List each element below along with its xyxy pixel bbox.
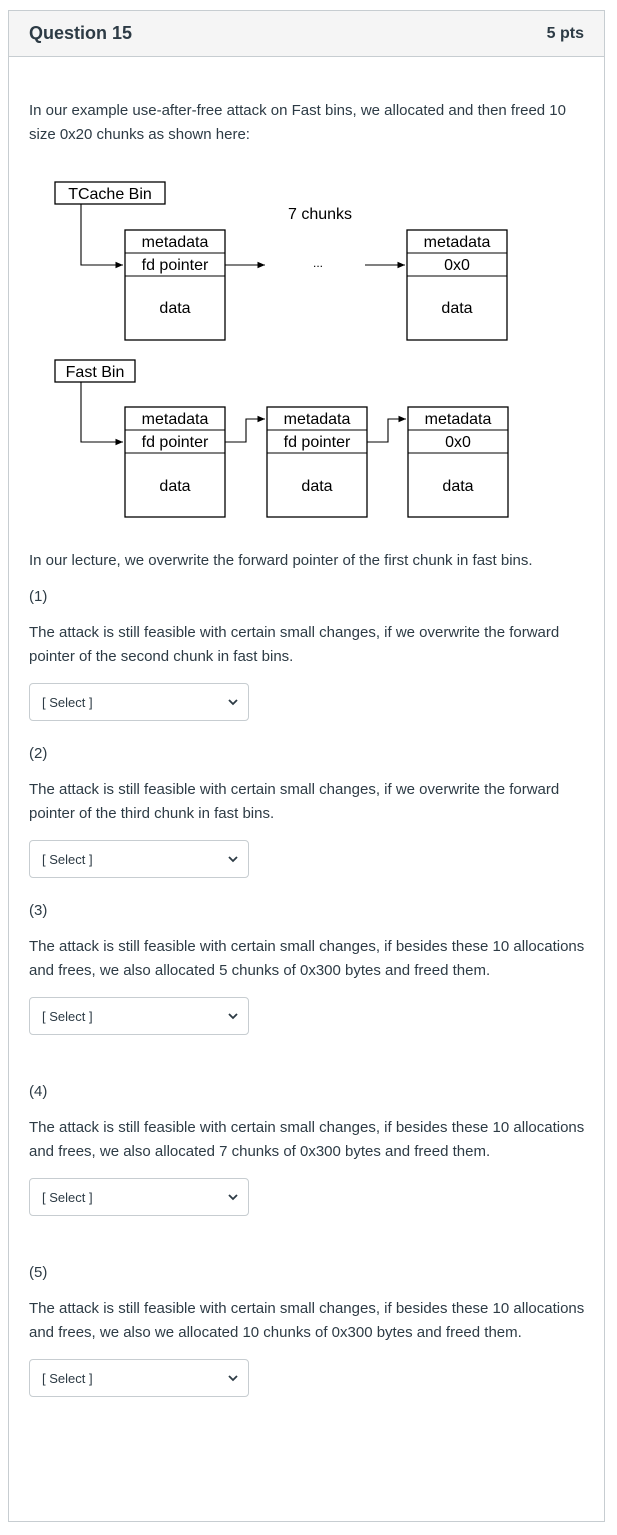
subquestion-3 [29,899,586,1035]
svg-text:metadata: metadata [141,234,209,251]
answer-select-2[interactable] [29,840,249,878]
answer-select-4[interactable] [29,1178,249,1216]
svg-text:data: data [159,300,191,317]
tcache-chunk-first [125,230,225,340]
chunks-count-label: 7 chunks [287,206,353,223]
svg-text:data: data [301,478,333,495]
fast-chunk-third [408,407,508,517]
subquestion-text: The attack is still feasible with certain small changes, if we overwrite the forward pointer of the second chunk in fast bins. [29,624,560,665]
svg-text:Fast Bin: Fast Bin [65,364,125,381]
chevron-down-icon [226,1009,240,1023]
subquestion-text: The attack is still feasible with certain small changes, if we overwrite the forward pointer of the third chunk in fast bins. [29,781,560,822]
tcache-bin-label [55,182,165,204]
select-value: [ Select ] [42,851,93,867]
question-header [9,11,604,57]
svg-text:0x0: 0x0 [445,434,471,451]
select-value: [ Select ] [42,694,93,710]
intro-text: In our example use-after-free attack on Fast bins, we allocated and then freed 10 size 0x20 chunks as shown here: [29,102,566,143]
svg-text:metadata: metadata [424,411,492,428]
svg-text:fd pointer: fd pointer [141,257,209,274]
fast-chunk-first [125,407,225,517]
subquestion-number: (2) [29,745,48,762]
fast-chunk-second [267,407,367,517]
answer-select-5[interactable] [29,1359,249,1397]
svg-text:metadata: metadata [141,411,209,428]
select-value: [ Select ] [42,1370,93,1386]
subquestion-number: (3) [29,902,48,919]
subquestion-text: The attack is still feasible with certain small changes, if besides these 10 allocations and frees, we also we allocated 10 chunks of 0x300 bytes and freed them. [29,1300,585,1341]
tcache-chunk-last [407,230,507,340]
chevron-down-icon [226,852,240,866]
select-value: [ Select ] [42,1189,93,1205]
question-card [8,10,605,1522]
ellipsis: ... [312,256,324,270]
svg-text:data: data [159,478,191,495]
subquestion-number: (4) [29,1083,48,1100]
subquestion-1 [29,585,586,721]
svg-text:fd pointer: fd pointer [141,434,209,451]
fast-bin-label [55,360,135,382]
subquestion-text: The attack is still feasible with certain small changes, if besides these 10 allocations and frees, we also allocated 7 chunks of 0x300 bytes and freed them. [29,1119,585,1160]
svg-text:TCache Bin: TCache Bin [68,186,152,203]
chevron-down-icon [226,1190,240,1204]
svg-text:data: data [441,300,473,317]
svg-text:metadata: metadata [423,234,491,251]
subquestion-number: (5) [29,1264,48,1281]
answer-select-3[interactable] [29,997,249,1035]
question-points: 5 pts [546,24,584,42]
chevron-down-icon [226,1371,240,1385]
subquestion-4 [29,1080,586,1216]
heap-bins-diagram [47,179,517,539]
question-title: Question 15 [29,23,133,43]
subquestion-text: The attack is still feasible with certain small changes, if besides these 10 allocations and frees, we also allocated 5 chunks of 0x300 bytes and freed them. [29,938,585,979]
svg-text:0x0: 0x0 [444,257,470,274]
select-value: [ Select ] [42,1008,93,1024]
lecture-text: In our lecture, we overwrite the forward pointer of the first chunk in fast bins. [29,552,533,569]
svg-text:data: data [442,478,474,495]
subquestion-number: (1) [29,588,48,605]
subquestion-5 [29,1261,586,1397]
answer-select-1[interactable] [29,683,249,721]
subquestion-2 [29,742,586,878]
chevron-down-icon [226,695,240,709]
svg-text:fd pointer: fd pointer [283,434,351,451]
svg-text:metadata: metadata [283,411,351,428]
